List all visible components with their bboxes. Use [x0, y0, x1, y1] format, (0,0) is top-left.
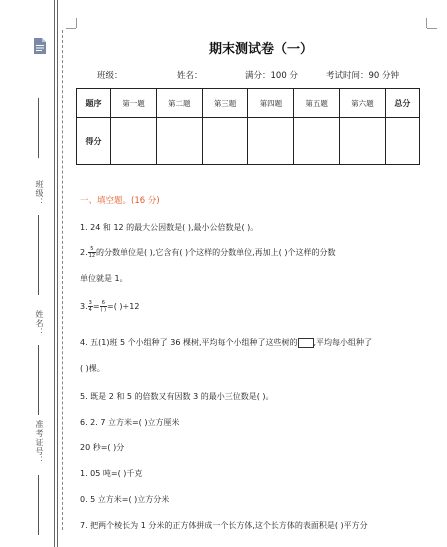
header-question-order: 题序	[77, 89, 111, 118]
header-q2: 第二题	[156, 89, 202, 118]
gutter-line-class	[38, 215, 39, 295]
score-cell-q1	[111, 118, 157, 165]
q4-text-end: ,平均每小组种了	[313, 338, 373, 347]
score-cell-q3	[202, 118, 248, 165]
exam-title: 期末测试卷（一）	[208, 42, 313, 57]
score-cell-q2	[156, 118, 202, 165]
score-table-score-row	[77, 118, 420, 165]
score-cell-q4	[248, 118, 294, 165]
q2-fraction: $\frac{5}{12}$	[88, 246, 96, 259]
score-cell-q5	[294, 118, 340, 165]
score-table	[76, 88, 420, 165]
binding-line-right	[57, 0, 58, 547]
q3-rest: =( )÷12	[107, 302, 140, 311]
question-6a: 6. 2. 7 立方米=( )立方厘米	[80, 418, 180, 427]
question-3	[80, 300, 440, 313]
q3-prefix: 3.	[80, 302, 88, 311]
q3-fraction-1: $\frac{3}{4}$	[88, 300, 92, 313]
header-q1: 第一题	[111, 89, 157, 118]
q2-prefix: 2.	[80, 248, 88, 257]
header-q5: 第五题	[294, 89, 340, 118]
cut-line	[62, 30, 65, 530]
header-q6: 第六题	[340, 89, 386, 118]
score-row-label: 得分	[77, 118, 111, 165]
question-5: 5. 既是 2 和 5 的倍数又有因数 3 的最小三位数是( )。	[80, 392, 274, 401]
q3-fraction-2: $\frac{6}{( )}$	[100, 300, 107, 313]
document-icon	[33, 38, 47, 54]
q4-blank-box	[298, 338, 314, 348]
gutter-line-name	[38, 345, 39, 415]
header-q3: 第三题	[202, 89, 248, 118]
gutter-exam-number-label: 准考证号：	[35, 420, 44, 465]
score-cell-q6	[340, 118, 386, 165]
gutter-line-top	[38, 98, 39, 158]
gutter-class-label: 班级：	[35, 180, 44, 207]
info-exam-time: 考试时间：90 分钟	[326, 71, 400, 81]
question-1: 1. 24 和 12 的最大公因数是( ),最小公倍数是( )。	[80, 223, 259, 232]
question-7: 7. 把两个棱长为 1 分米的正方体拼成一个长方体,这个长方体的表面积是( )平方分	[80, 521, 368, 530]
question-2-line-2: 单位就是 1。	[80, 274, 128, 283]
info-full-score: 满分：100 分	[245, 71, 298, 81]
header-q4: 第四题	[248, 89, 294, 118]
question-6d: 0. 5 立方米=( )立方分米	[80, 495, 170, 504]
binding-line-left	[54, 0, 55, 547]
gutter-line-exam	[38, 475, 39, 535]
question-6b: 20 秒=( )分	[80, 443, 125, 452]
question-4	[80, 336, 440, 349]
question-6c: 1. 05 吨=( )千克	[80, 469, 143, 478]
q4-text: 4. 五(1)班 5 个小组种了 36 棵树,平均每个小组种了这些树的	[80, 338, 298, 347]
score-cell-total	[385, 118, 419, 165]
question-2	[80, 246, 440, 259]
info-name-label: 姓名：	[177, 71, 203, 81]
section-heading-fill-in: 一、填空题。(16 分)	[80, 196, 160, 206]
header-total: 总分	[385, 89, 419, 118]
gutter-name-label: 姓名：	[35, 310, 44, 337]
q3-equals: =	[92, 302, 100, 311]
info-class-label: 班级：	[97, 71, 123, 81]
question-4-line-2: ( )棵。	[80, 364, 105, 373]
score-table-header-row	[77, 89, 420, 118]
q2-text: 的分数单位是( ),它含有( )个这样的分数单位,再加上( )个这样的分数	[96, 248, 336, 257]
